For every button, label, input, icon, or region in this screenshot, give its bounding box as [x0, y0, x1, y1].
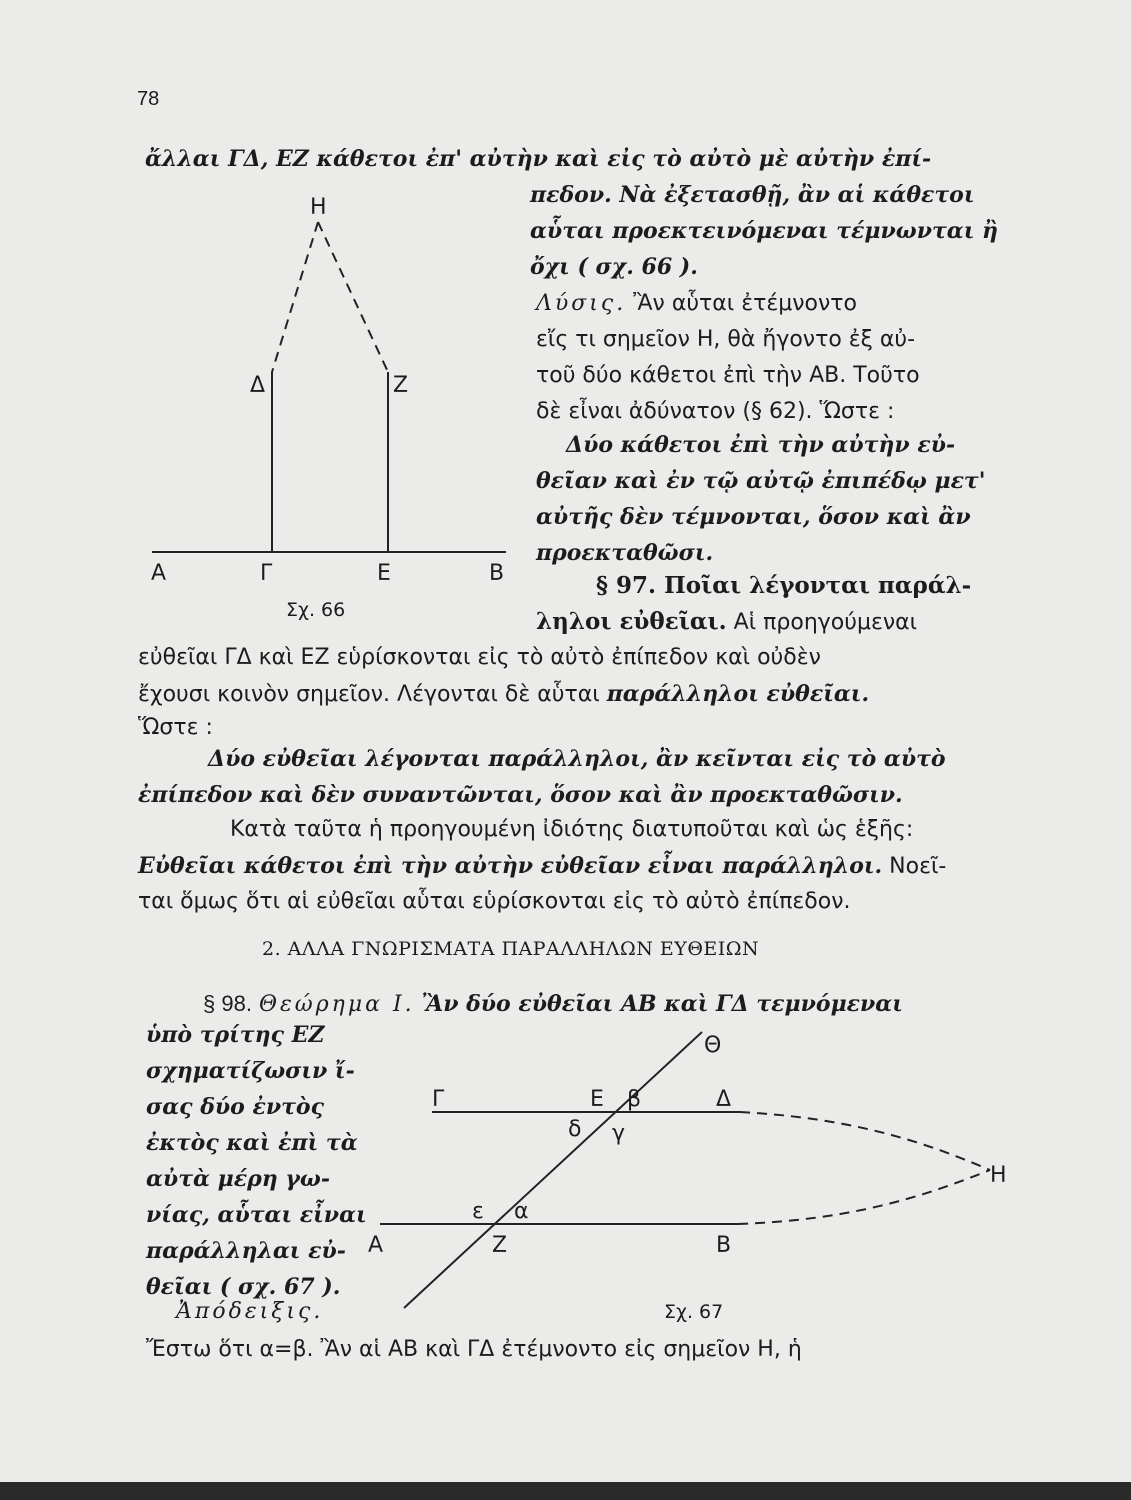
section97-para-line-1: εὐθεῖαι ΓΔ καὶ ΕΖ εὑρίσκονται εἰς τὸ αὐτὸ ἐπίπεδον καὶ οὐδὲν: [138, 645, 821, 670]
fig67-label-D: Δ: [716, 1087, 732, 1112]
fig67-label-delta: δ: [568, 1117, 582, 1142]
section98-number: § 98.: [203, 991, 252, 1016]
proof-line-1: Ἔστω ὅτι α=β. Ἂν αἱ ΑΒ καὶ ΓΔ ἐτέμνοντο εἰς σημεῖον Η, ἡ: [146, 1337, 802, 1362]
fig67-label-theta: Θ: [704, 1033, 722, 1058]
section97-intro-text: Αἱ προηγούμεναι: [726, 610, 918, 635]
theorem-statement-line-1: Ἂν δύο εὐθεῖαι ΑΒ καὶ ΓΔ τεμνόμεναι: [421, 991, 903, 1017]
fig67-label-epsilon: ε: [472, 1199, 484, 1224]
section97-title-tail: ληλοι εὐθεῖαι.: [536, 608, 727, 635]
fig66-label-Z: Ζ: [393, 373, 409, 398]
theorem-statement-line-9: θεῖαι ( σχ. 67 ).: [146, 1274, 341, 1300]
theorem-statement-line-7: νίας, αὗται εἶναι: [146, 1202, 367, 1228]
fig66-label-E: Ε: [377, 561, 391, 586]
fig67-dashed-curve-upper: [740, 1112, 990, 1170]
theorem-line-1: Δύο κάθετοι ἐπὶ τὴν αὐτὴν εὐ-: [566, 432, 956, 458]
theorem-statement-line-6: αὐτὰ μέρη γω-: [146, 1166, 330, 1192]
corollary-line-2-tail: Νοεῖ-: [882, 854, 947, 879]
intro-line-2: πεδον. Νὰ ἐξετασθῇ, ἂν αἱ κάθετοι: [530, 182, 975, 208]
corollary-statement: Εὐθεῖαι κάθετοι ἐπὶ τὴν αὐτὴν εὐθεῖαν εἶναι παράλληλοι.: [138, 853, 883, 879]
section-heading: 2. ΑΛΛΑ ΓΝΩΡΙΣΜΑΤΑ ΠΑΡΑΛΛΗΛΩΝ ΕΥΘΕΙΩΝ: [262, 938, 760, 960]
scan-edge: [0, 1482, 1131, 1500]
theorem-statement-line-8: παράλληλαι εὐ-: [146, 1238, 346, 1264]
corollary-line-1: Κατὰ ταῦτα ἡ προηγουμένη ἰδιότης διατυποῦται καὶ ὡς ἑξῆς:: [230, 817, 914, 842]
fig67-label-B: Β: [716, 1233, 732, 1258]
fig67-label-H: Η: [990, 1163, 1007, 1188]
fig67-transversal: [404, 1032, 702, 1308]
corollary-line-3: ται ὅμως ὅτι αἱ εὐθεῖαι αὗται εὑρίσκονται εἰς τὸ αὐτὸ ἐπίπεδον.: [138, 889, 851, 914]
page-number: 78: [137, 88, 160, 110]
theorem-line-2: θεῖαν καὶ ἐν τῷ αὐτῷ ἐπιπέδῳ μετ': [536, 468, 986, 494]
fig67-dashed-curve-lower: [738, 1170, 990, 1224]
section97-para-line-2-text: ἔχουσι κοινὸν σημεῖον. Λέγονται δὲ αὗται: [138, 682, 607, 707]
fig66-label-A: Α: [151, 561, 167, 586]
fig67-label-gamma: γ: [612, 1121, 626, 1146]
intro-line-3: αὗται προεκτεινόμεναι τέμνωνται ἢ: [530, 218, 999, 244]
theorem-line-3: αὐτῆς δὲν τέμνονται, ὅσον καὶ ἂν: [536, 504, 971, 530]
definition-line-2: ἐπίπεδον καὶ δὲν συναντῶνται, ὅσον καὶ ἂν προεκταθῶσιν.: [138, 782, 903, 808]
theorem-statement-line-4: σας δύο ἐντὸς: [146, 1094, 324, 1120]
parallel-lines-term: παράλληλοι εὐθεῖαι.: [606, 681, 870, 707]
theorem-label: Θεώρημα Ι.: [258, 992, 415, 1017]
fig66-label-D: Δ: [250, 373, 266, 398]
fig66-label-H: Η: [310, 195, 327, 220]
solution-line-3: τοῦ δύο κάθετοι ἐπὶ τὴν ΑΒ. Τοῦτο: [536, 363, 920, 388]
definition-line-1: Δύο εὐθεῖαι λέγονται παράλληλοι, ἂν κεῖνται εἰς τὸ αὐτὸ: [208, 746, 946, 772]
fig67-label-beta: β: [627, 1087, 642, 1112]
fig67-label-alpha: α: [514, 1199, 529, 1224]
solution-line-2: εἴς τι σημεῖον Η, θὰ ἤγοντο ἐξ αὐ-: [536, 327, 916, 352]
section97-para-line-3: Ὥστε :: [138, 715, 213, 740]
theorem-statement-line-5: ἐκτὸς καὶ ἐπὶ τὰ: [146, 1130, 358, 1156]
fig66-label-G: Γ: [260, 561, 273, 586]
solution-label: Λύσις.: [536, 291, 627, 316]
theorem-statement-line-3: σχηματίζωσιν ἴ-: [146, 1058, 355, 1084]
fig67-label-G: Γ: [432, 1087, 445, 1112]
fig66-caption: Σχ. 66: [286, 599, 346, 621]
fig66-label-B: Β: [489, 561, 505, 586]
proof-label-text: Ἀπόδειξις.: [176, 1299, 324, 1324]
fig67-caption: Σχ. 67: [664, 1301, 724, 1323]
theorem-line-4: προεκταθῶσι.: [536, 540, 714, 566]
theorem-statement-line-2: ὑπὸ τρίτης ΕΖ: [146, 1022, 325, 1048]
solution-line-1-text: Ἂν αὗται ἐτέμνοντο: [626, 291, 857, 316]
intro-line-1: ἄλλαι ΓΔ, ΕΖ κάθετοι ἐπ' αὐτὴν καὶ εἰς τὸ αὐτὸ μὲ αὐτὴν ἐπί-: [145, 146, 932, 172]
intro-line-4: ὄχι ( σχ. 66 ).: [530, 254, 698, 280]
fig67-label-E: Ε: [590, 1087, 604, 1112]
fig67-label-Z: Ζ: [492, 1233, 508, 1258]
fig67-label-A: Α: [368, 1233, 384, 1258]
solution-line-4: δὲ εἶναι ἀδύνατον (§ 62). Ὥστε :: [536, 399, 895, 424]
section97-title-line-1: § 97. Ποῖαι λέγονται παράλ-: [596, 572, 972, 599]
